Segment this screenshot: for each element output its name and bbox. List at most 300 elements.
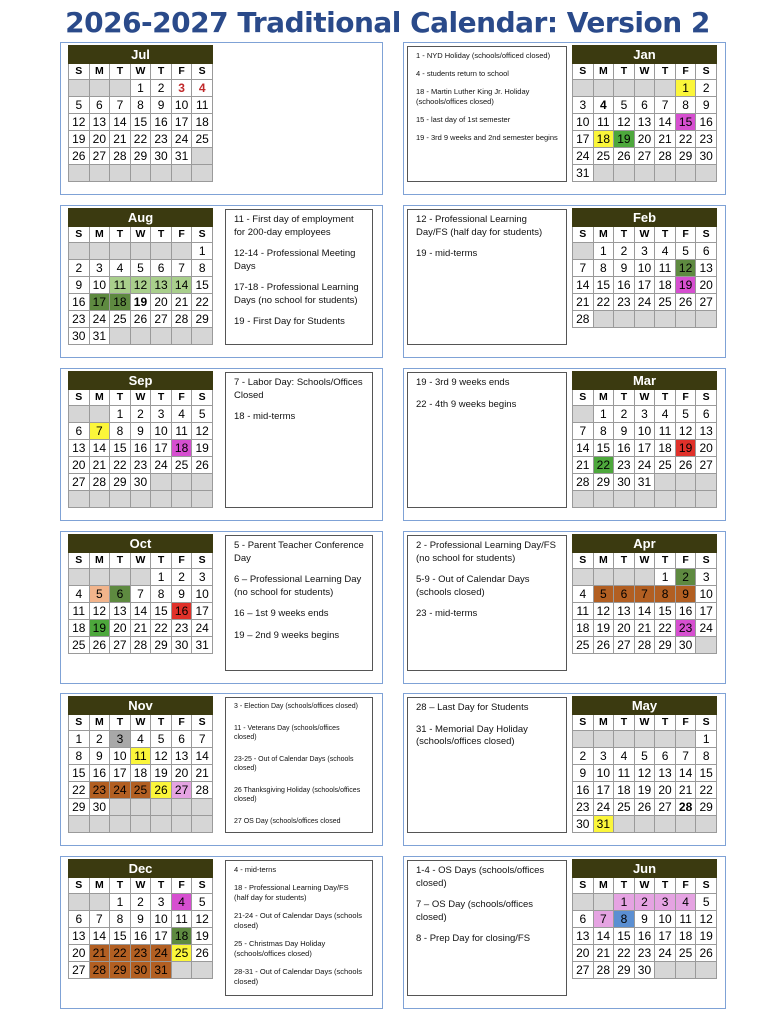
day-cell: 8 xyxy=(69,748,90,765)
empty-cell xyxy=(593,311,614,328)
day-cell: 3 xyxy=(634,406,655,423)
note-item: 19 - mid-terms xyxy=(416,248,478,259)
week-row xyxy=(69,765,213,782)
day-cell: 11 xyxy=(69,603,90,620)
page-title: 2026-2027 Traditional Calendar: Version 2 xyxy=(65,6,710,39)
day-cell: 18 xyxy=(655,440,676,457)
day-cell: 4 xyxy=(593,97,614,114)
day-cell: 8 xyxy=(614,911,635,928)
day-cell: 2 xyxy=(130,894,151,911)
month-name: Sep xyxy=(69,372,213,390)
day-cell: 5 xyxy=(634,748,655,765)
day-header: S xyxy=(69,715,90,731)
day-cell: 6 xyxy=(634,97,655,114)
day-cell: 8 xyxy=(110,423,131,440)
day-header-row xyxy=(69,715,213,731)
day-cell: 23 xyxy=(675,620,696,637)
empty-cell xyxy=(593,165,614,182)
day-header: F xyxy=(675,64,696,80)
day-cell: 20 xyxy=(655,782,676,799)
day-cell: 1 xyxy=(130,80,151,97)
day-cell: 20 xyxy=(573,945,594,962)
day-cell: 23 xyxy=(634,945,655,962)
day-cell: 10 xyxy=(593,765,614,782)
day-cell: 16 xyxy=(151,114,172,131)
day-header: T xyxy=(614,553,635,569)
month-header-row xyxy=(69,860,213,878)
day-cell: 27 xyxy=(151,311,172,328)
empty-cell xyxy=(614,569,635,586)
day-cell: 16 xyxy=(171,603,192,620)
week-row xyxy=(573,80,717,97)
day-cell: 23 xyxy=(614,294,635,311)
day-cell: 5 xyxy=(696,894,717,911)
day-header: T xyxy=(655,390,676,406)
day-cell: 5 xyxy=(192,894,213,911)
day-cell: 22 xyxy=(192,294,213,311)
empty-cell xyxy=(573,80,594,97)
day-cell: 10 xyxy=(171,97,192,114)
day-cell: 20 xyxy=(89,131,110,148)
empty-cell xyxy=(614,80,635,97)
day-cell: 9 xyxy=(130,423,151,440)
day-cell: 14 xyxy=(655,114,676,131)
day-cell: 29 xyxy=(69,799,90,816)
empty-cell xyxy=(696,474,717,491)
month-name: Mar xyxy=(573,372,717,390)
month-header-row xyxy=(573,46,717,64)
day-cell: 26 xyxy=(69,148,90,165)
day-header: S xyxy=(69,64,90,80)
day-cell: 16 xyxy=(675,603,696,620)
day-cell: 30 xyxy=(151,148,172,165)
empty-cell xyxy=(634,816,655,833)
note-item: 28-31 - Out of Calendar Days (schools closed) xyxy=(234,967,362,986)
month-name: Oct xyxy=(69,535,213,553)
month-calendar xyxy=(572,859,717,979)
day-cell: 29 xyxy=(696,799,717,816)
day-cell: 23 xyxy=(89,782,110,799)
empty-cell xyxy=(192,962,213,979)
day-cell: 12 xyxy=(634,765,655,782)
week-row xyxy=(69,97,213,114)
week-row xyxy=(69,165,213,182)
empty-cell xyxy=(675,165,696,182)
day-cell: 8 xyxy=(192,260,213,277)
day-cell: 24 xyxy=(696,620,717,637)
day-cell: 9 xyxy=(614,260,635,277)
day-cell: 28 xyxy=(655,148,676,165)
note-item: 19 - First Day for Students xyxy=(234,316,345,327)
day-cell: 21 xyxy=(89,945,110,962)
day-cell: 11 xyxy=(192,97,213,114)
day-header: F xyxy=(675,715,696,731)
day-header-row xyxy=(69,64,213,80)
day-cell: 28 xyxy=(573,311,594,328)
week-row xyxy=(69,311,213,328)
day-cell: 28 xyxy=(192,782,213,799)
empty-cell xyxy=(573,894,594,911)
empty-cell xyxy=(614,731,635,748)
day-cell: 26 xyxy=(151,782,172,799)
day-cell: 25 xyxy=(69,637,90,654)
day-cell: 2 xyxy=(171,569,192,586)
note-item: 23 - mid-terms xyxy=(416,608,478,619)
day-header: S xyxy=(69,878,90,894)
week-row xyxy=(69,114,213,131)
day-cell: 5 xyxy=(130,260,151,277)
week-row xyxy=(573,457,717,474)
day-cell: 27 xyxy=(696,294,717,311)
day-cell: 21 xyxy=(130,620,151,637)
day-cell: 24 xyxy=(192,620,213,637)
day-cell: 7 xyxy=(89,911,110,928)
empty-cell xyxy=(593,894,614,911)
day-cell: 15 xyxy=(130,114,151,131)
day-cell: 28 xyxy=(593,962,614,979)
day-cell: 21 xyxy=(171,294,192,311)
day-cell: 4 xyxy=(69,586,90,603)
week-row xyxy=(69,474,213,491)
day-cell: 5 xyxy=(614,97,635,114)
day-cell: 24 xyxy=(89,311,110,328)
week-row xyxy=(69,457,213,474)
month-panel-apr xyxy=(403,531,726,684)
empty-cell xyxy=(110,328,131,345)
note-item: 19 – 2nd 9 weeks begins xyxy=(234,629,340,641)
day-header: W xyxy=(634,878,655,894)
day-cell: 5 xyxy=(69,97,90,114)
note-item: 1-4 - OS Days (schools/offices closed) xyxy=(416,865,545,889)
empty-cell xyxy=(675,962,696,979)
day-cell: 27 xyxy=(69,962,90,979)
day-cell: 6 xyxy=(110,586,131,603)
month-header-row xyxy=(573,697,717,715)
day-cell: 30 xyxy=(614,474,635,491)
day-cell: 6 xyxy=(614,586,635,603)
day-cell: 13 xyxy=(151,277,172,294)
day-cell: 13 xyxy=(634,114,655,131)
month-panel-jul xyxy=(60,42,383,195)
day-cell: 7 xyxy=(89,423,110,440)
month-calendar xyxy=(572,371,717,508)
day-cell: 17 xyxy=(151,928,172,945)
day-header: S xyxy=(69,553,90,569)
day-cell: 29 xyxy=(593,474,614,491)
day-cell: 10 xyxy=(192,586,213,603)
day-cell: 9 xyxy=(675,586,696,603)
day-header: T xyxy=(614,715,635,731)
day-cell: 20 xyxy=(110,620,131,637)
day-cell: 17 xyxy=(634,440,655,457)
day-header: W xyxy=(634,227,655,243)
day-cell: 11 xyxy=(593,114,614,131)
calendar-table xyxy=(572,696,717,833)
week-row xyxy=(69,962,213,979)
week-row xyxy=(573,97,717,114)
day-cell: 12 xyxy=(192,911,213,928)
empty-cell xyxy=(69,80,90,97)
day-cell: 21 xyxy=(634,620,655,637)
day-cell: 2 xyxy=(130,406,151,423)
day-cell: 4 xyxy=(655,243,676,260)
day-cell: 2 xyxy=(696,80,717,97)
day-header: T xyxy=(110,715,131,731)
day-cell: 7 xyxy=(593,911,614,928)
day-cell: 21 xyxy=(89,457,110,474)
week-row xyxy=(69,491,213,508)
day-cell: 19 xyxy=(192,440,213,457)
empty-cell xyxy=(151,328,172,345)
day-cell: 9 xyxy=(89,748,110,765)
empty-cell xyxy=(573,569,594,586)
day-cell: 25 xyxy=(171,457,192,474)
day-cell: 8 xyxy=(675,97,696,114)
empty-cell xyxy=(89,816,110,833)
day-cell: 23 xyxy=(696,131,717,148)
day-header: W xyxy=(634,64,655,80)
day-cell: 20 xyxy=(696,440,717,457)
day-cell: 30 xyxy=(573,816,594,833)
empty-cell xyxy=(151,816,172,833)
day-header: M xyxy=(593,878,614,894)
day-cell: 17 xyxy=(151,440,172,457)
note-item: 6 – Professional Learning Day (no school for students) xyxy=(234,574,362,598)
day-header: F xyxy=(675,553,696,569)
day-cell: 25 xyxy=(614,799,635,816)
day-header-row xyxy=(69,878,213,894)
day-header: T xyxy=(655,878,676,894)
day-header: M xyxy=(593,227,614,243)
day-cell: 15 xyxy=(655,603,676,620)
day-cell: 7 xyxy=(192,731,213,748)
day-header: M xyxy=(89,553,110,569)
day-cell: 31 xyxy=(192,637,213,654)
day-header: S xyxy=(573,878,594,894)
day-cell: 8 xyxy=(593,260,614,277)
day-header: F xyxy=(171,390,192,406)
day-header: T xyxy=(655,64,676,80)
week-row xyxy=(69,782,213,799)
day-cell: 18 xyxy=(573,620,594,637)
empty-cell xyxy=(634,569,655,586)
month-name: Aug xyxy=(69,209,213,227)
day-cell: 14 xyxy=(593,928,614,945)
note-item: 23-25 - Out of Calendar Days (schools closed) xyxy=(234,755,354,772)
day-cell: 22 xyxy=(593,457,614,474)
week-row xyxy=(69,440,213,457)
day-cell: 19 xyxy=(675,440,696,457)
empty-cell xyxy=(192,474,213,491)
day-header: T xyxy=(655,553,676,569)
day-header: T xyxy=(151,878,172,894)
month-notes xyxy=(407,535,567,671)
month-panel-aug xyxy=(60,205,383,358)
empty-cell xyxy=(69,569,90,586)
month-notes xyxy=(407,46,567,182)
day-header: S xyxy=(573,553,594,569)
day-cell: 10 xyxy=(89,277,110,294)
day-cell: 3 xyxy=(573,97,594,114)
day-header: T xyxy=(110,553,131,569)
month-name: May xyxy=(573,697,717,715)
day-cell: 25 xyxy=(130,782,151,799)
day-cell: 9 xyxy=(171,586,192,603)
week-row xyxy=(69,748,213,765)
day-header: M xyxy=(593,390,614,406)
day-header: W xyxy=(130,64,151,80)
day-cell: 24 xyxy=(634,294,655,311)
day-cell: 9 xyxy=(614,423,635,440)
day-cell: 18 xyxy=(614,782,635,799)
month-header-row xyxy=(69,372,213,390)
day-cell: 29 xyxy=(110,962,131,979)
day-cell: 17 xyxy=(696,603,717,620)
note-item: 31 - Memorial Day Holiday (schools/offices closed) xyxy=(416,723,528,747)
day-cell: 16 xyxy=(89,765,110,782)
day-header: W xyxy=(130,390,151,406)
empty-cell xyxy=(696,165,717,182)
empty-cell xyxy=(151,243,172,260)
week-row xyxy=(573,569,717,586)
calendar-table xyxy=(572,45,717,182)
day-cell: 21 xyxy=(573,294,594,311)
day-cell: 22 xyxy=(151,620,172,637)
empty-cell xyxy=(151,474,172,491)
day-cell: 28 xyxy=(89,962,110,979)
empty-cell xyxy=(110,816,131,833)
day-cell: 8 xyxy=(696,748,717,765)
day-cell: 25 xyxy=(675,945,696,962)
day-cell: 7 xyxy=(655,97,676,114)
empty-cell xyxy=(675,311,696,328)
day-header: F xyxy=(171,227,192,243)
empty-cell xyxy=(675,491,696,508)
day-cell: 27 xyxy=(655,799,676,816)
day-cell: 18 xyxy=(192,114,213,131)
day-cell: 7 xyxy=(573,260,594,277)
day-cell: 20 xyxy=(151,294,172,311)
day-cell: 30 xyxy=(171,637,192,654)
day-header: S xyxy=(573,715,594,731)
day-header: F xyxy=(675,227,696,243)
day-header: M xyxy=(89,227,110,243)
calendar-table xyxy=(68,371,213,508)
day-cell: 1 xyxy=(110,894,131,911)
empty-cell xyxy=(110,80,131,97)
week-row xyxy=(573,406,717,423)
day-cell: 11 xyxy=(171,423,192,440)
day-cell: 2 xyxy=(675,569,696,586)
day-cell: 19 xyxy=(130,294,151,311)
week-row xyxy=(573,816,717,833)
day-header: S xyxy=(696,227,717,243)
week-row xyxy=(69,911,213,928)
day-cell: 7 xyxy=(171,260,192,277)
week-row xyxy=(573,731,717,748)
day-cell: 31 xyxy=(89,328,110,345)
day-cell: 12 xyxy=(89,603,110,620)
empty-cell xyxy=(655,731,676,748)
week-row xyxy=(69,328,213,345)
day-cell: 5 xyxy=(89,586,110,603)
calendar-table xyxy=(68,859,213,979)
empty-cell xyxy=(634,165,655,182)
month-panel-sep xyxy=(60,368,383,521)
week-row xyxy=(69,569,213,586)
day-cell: 26 xyxy=(675,294,696,311)
day-cell: 8 xyxy=(130,97,151,114)
empty-cell xyxy=(655,165,676,182)
day-cell: 4 xyxy=(192,80,213,97)
day-cell: 24 xyxy=(593,799,614,816)
day-cell: 30 xyxy=(130,962,151,979)
day-cell: 26 xyxy=(696,945,717,962)
month-calendar xyxy=(68,45,213,182)
day-cell: 13 xyxy=(655,765,676,782)
empty-cell xyxy=(171,962,192,979)
empty-cell xyxy=(614,311,635,328)
day-cell: 12 xyxy=(69,114,90,131)
day-header: S xyxy=(192,553,213,569)
day-cell: 26 xyxy=(89,637,110,654)
week-row xyxy=(69,894,213,911)
day-cell: 10 xyxy=(634,260,655,277)
day-header: M xyxy=(593,553,614,569)
week-row xyxy=(573,491,717,508)
month-calendar xyxy=(68,208,213,345)
day-header: S xyxy=(573,390,594,406)
week-row xyxy=(69,294,213,311)
day-cell: 26 xyxy=(614,148,635,165)
day-cell: 11 xyxy=(655,423,676,440)
empty-cell xyxy=(192,148,213,165)
note-item: 16 – 1st 9 weeks ends xyxy=(234,608,329,619)
day-cell: 31 xyxy=(151,962,172,979)
month-header-row xyxy=(573,372,717,390)
day-cell: 23 xyxy=(614,457,635,474)
empty-cell xyxy=(69,165,90,182)
empty-cell xyxy=(634,491,655,508)
day-cell: 13 xyxy=(89,114,110,131)
empty-cell xyxy=(655,491,676,508)
day-cell: 3 xyxy=(151,406,172,423)
day-cell: 15 xyxy=(69,765,90,782)
day-cell: 17 xyxy=(593,782,614,799)
empty-cell xyxy=(573,491,594,508)
day-cell: 18 xyxy=(130,765,151,782)
day-cell: 3 xyxy=(655,894,676,911)
month-calendar xyxy=(572,534,717,654)
week-row xyxy=(573,294,717,311)
week-row xyxy=(573,928,717,945)
month-name: Nov xyxy=(69,697,213,715)
day-cell: 19 xyxy=(192,928,213,945)
note-item: 28 – Last Day for Students xyxy=(416,702,529,713)
empty-cell xyxy=(110,243,131,260)
month-calendar xyxy=(572,208,717,328)
day-cell: 22 xyxy=(593,294,614,311)
month-panel-jun xyxy=(403,856,726,1009)
day-cell: 1 xyxy=(675,80,696,97)
note-item: 4 - mid-terns xyxy=(234,865,277,874)
day-cell: 8 xyxy=(593,423,614,440)
week-row xyxy=(573,637,717,654)
day-cell: 13 xyxy=(696,260,717,277)
day-cell: 2 xyxy=(634,894,655,911)
day-cell: 6 xyxy=(69,423,90,440)
empty-cell xyxy=(69,491,90,508)
